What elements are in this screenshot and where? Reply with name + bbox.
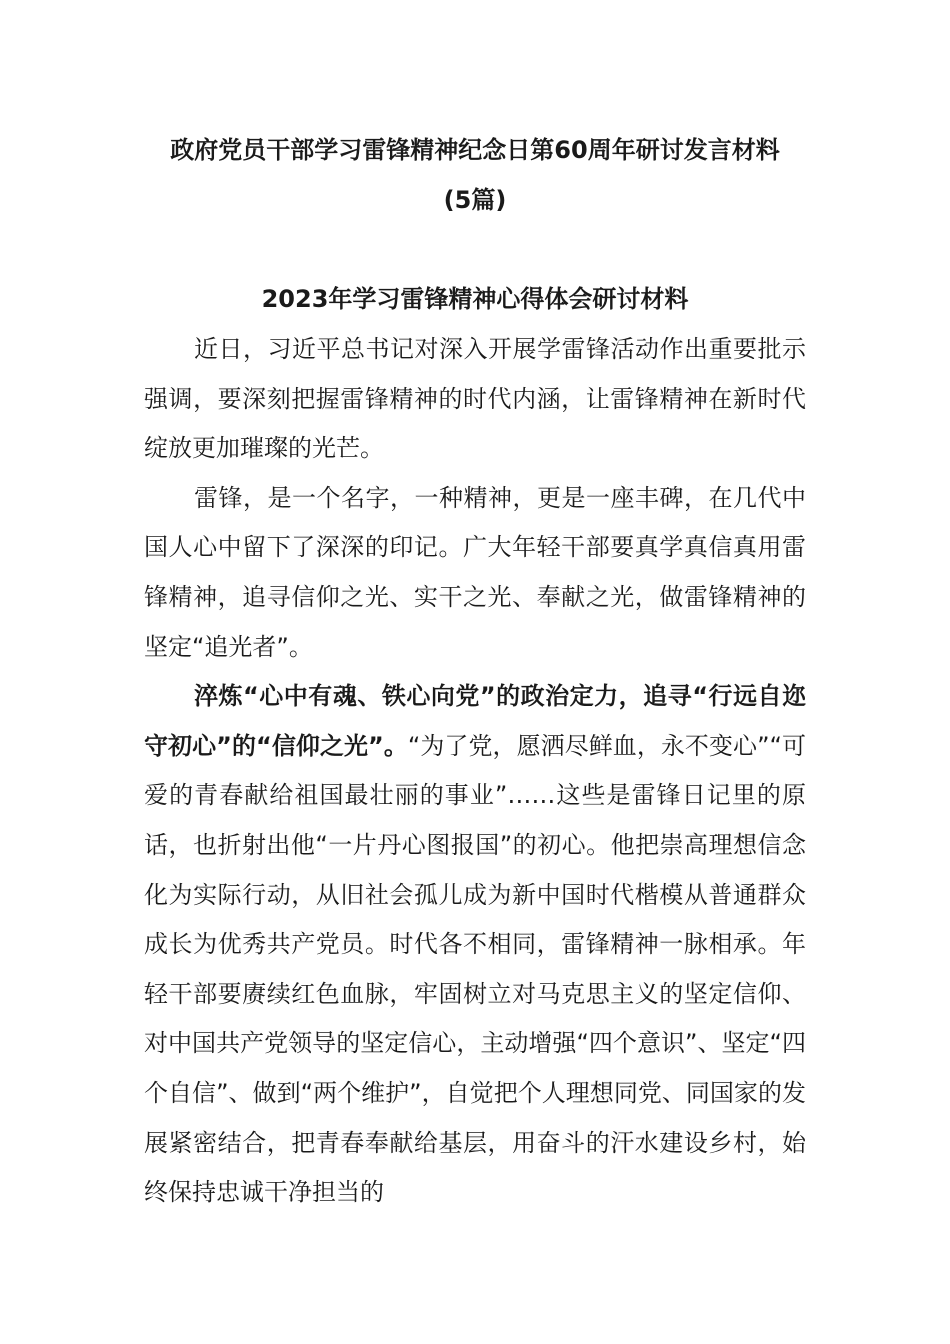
paragraph-1 bbox=[144, 325, 806, 474]
paragraph-1-text: 近日，习近平总书记对深入开展学雷锋活动作出重要批示强调，要深刻把握雷锋精神的时代内涵，让雷锋精神在新时代绽放更加璀璨的光芒。 bbox=[144, 335, 806, 463]
document-subtitle: 2023年学习雷锋精神心得体会研讨材料 bbox=[261, 285, 689, 313]
paragraph-2 bbox=[144, 474, 806, 672]
paragraph-2-text: 雷锋，是一个名字，一种精神，更是一座丰碑，在几代中国人心中留下了深深的印记。广大年轻干部要真学真信真用雷锋精神，追寻信仰之光、实干之光、奉献之光，做雷锋精神的坚定“追光者”。 bbox=[144, 483, 806, 661]
document-title-line-1: 政府党员干部学习雷锋精神纪念日第60周年研讨发言材料 bbox=[170, 136, 780, 164]
paragraph-3-text: “为了党，愿洒尽鲜血，永不变心”“可爱的青春献给祖国最壮丽的事业”……这些是雷锋日记里的原话，也折射出他“一片丹心图报国”的初心。他把崇高理想信念化为实际行动，从旧社会孤儿成为新中国时代楷模从普通群众成长为优秀共产党员。时代各不相同，雷锋精神一脉相承。年轻干部要赓续红色血脉，牢固树立对马克思主义的坚定信仰、对中国共产党领导的坚定信心，主动增强“四个意识”、坚定“四个自信”、做到“两个维护”，自觉把个人理想同党、同国家的发展紧密结合，把青春奉献给基层，用奋斗的汗水建设乡村，始终保持忠诚干净担当的 bbox=[144, 731, 806, 1207]
paragraph-3 bbox=[144, 672, 806, 1218]
document-body bbox=[144, 325, 806, 1218]
document-title-line-2: (5篇) bbox=[443, 186, 507, 214]
paragraph-3-bold-lead: 淬炼“心中有魂、铁心向党”的政治定力，追寻“行远自迩守初心”的“信仰之光”。 bbox=[144, 682, 806, 760]
